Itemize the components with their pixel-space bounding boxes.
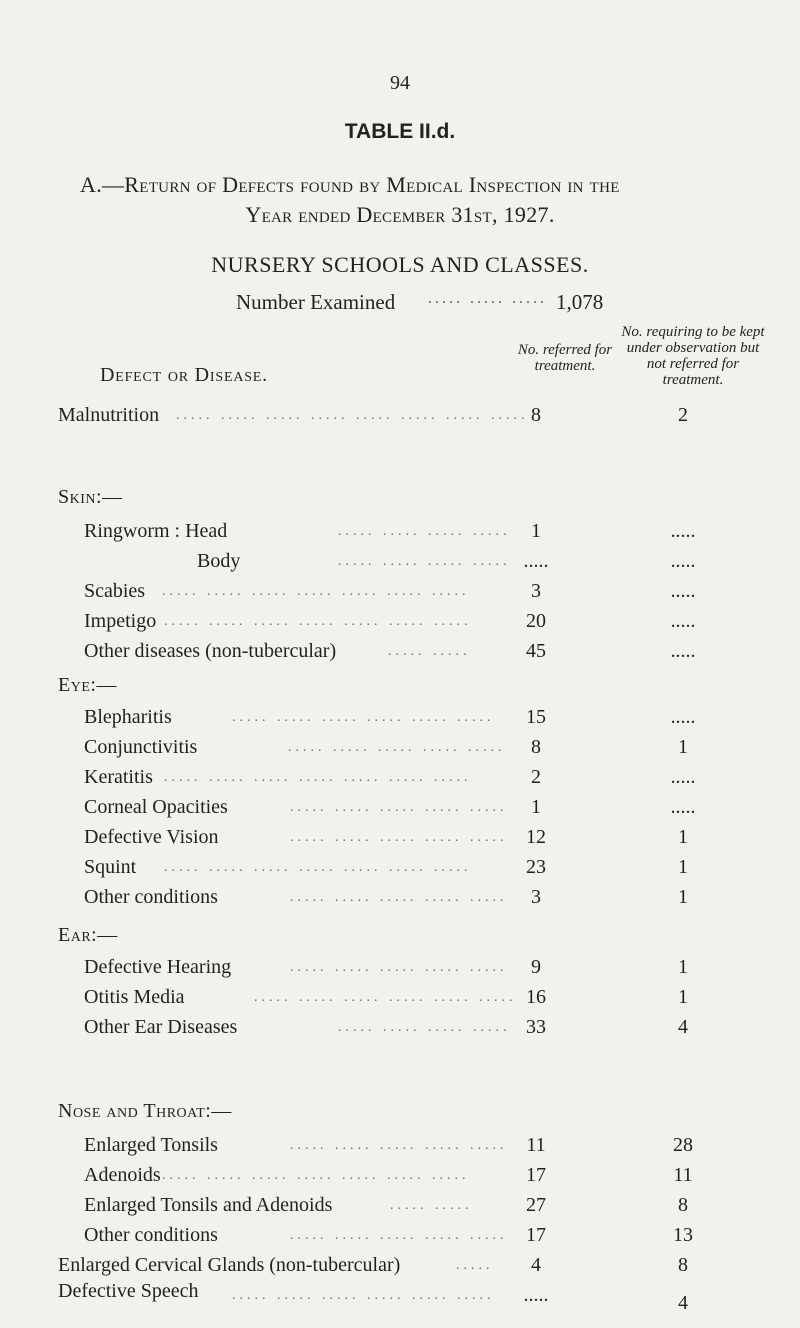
referred-value: 45: [526, 640, 546, 662]
leader-dots: ..... ..... ..... ..... .....: [290, 890, 508, 905]
row-label: Corneal Opacities: [84, 796, 228, 818]
column-header-defect: Defect or Disease.: [100, 364, 268, 386]
row-label: Ringworm : Head: [84, 520, 228, 542]
referred-value: 11: [526, 1134, 546, 1156]
observation-value: 1: [678, 826, 688, 848]
referred-value: 2: [531, 766, 541, 788]
page-number: 94: [390, 72, 410, 94]
row-label: Enlarged Tonsils and Adenoids: [84, 1194, 333, 1216]
row-label: Blepharitis: [84, 706, 172, 728]
referred-value: 15: [526, 706, 546, 728]
referred-value: 17: [526, 1224, 546, 1246]
row-label: Squint: [84, 856, 137, 878]
referred-value: 16: [526, 986, 546, 1008]
examined-value: 1,078: [556, 290, 604, 314]
referred-value: 8: [531, 736, 541, 758]
referred-value: 33: [526, 1016, 546, 1038]
row-label: Keratitis: [84, 766, 153, 788]
leader-dots: ..... ..... ..... ..... .....: [290, 1138, 508, 1153]
referred-value: 17: [526, 1164, 546, 1186]
observation-value: 8: [678, 1194, 688, 1216]
row-label: Enlarged Cervical Glands (non-tubercular): [58, 1254, 401, 1276]
row-label: Defective Hearing: [84, 956, 232, 978]
observation-value: .....: [670, 766, 696, 788]
leader-dots: ..... ..... ..... ..... ..... ..... .....: [162, 584, 470, 599]
observation-value: 13: [673, 1224, 693, 1246]
row-label: Conjunctivitis: [84, 736, 198, 758]
leader-dots: .....: [456, 1258, 494, 1273]
row-label: Defective Speech: [58, 1280, 199, 1302]
section-title-eye: Eye:—: [58, 674, 117, 696]
leader-dots: ..... ..... ..... ..... ..... ..... .....: [162, 1168, 470, 1183]
observation-value: 1: [678, 856, 688, 878]
row-label: Scabies: [84, 580, 146, 602]
observation-value: .....: [670, 610, 696, 632]
referred-value: .....: [523, 550, 549, 572]
observation-value: 2: [678, 404, 688, 426]
referred-value: 23: [526, 856, 546, 878]
observation-value: 11: [673, 1164, 693, 1186]
examined-dots: ..... ..... .....: [428, 290, 547, 307]
leader-dots: ..... ..... ..... ..... .....: [288, 740, 506, 755]
referred-value: 3: [531, 886, 541, 908]
referred-value: 4: [531, 1254, 541, 1276]
row-label: Defective Vision: [84, 826, 219, 848]
leader-dots: ..... ..... ..... ..... .....: [290, 1228, 508, 1243]
leader-dots: ..... ..... ..... ..... ..... ..... ..... .....: [176, 408, 529, 423]
section-title-nose-throat: Nose and Throat:—: [58, 1100, 232, 1122]
leader-dots: ..... ..... ..... .....: [338, 524, 511, 539]
leader-dots: ..... .....: [388, 644, 471, 659]
row-label: Other diseases (non-tubercular): [84, 640, 337, 662]
observation-value: .....: [670, 550, 696, 572]
observation-value: .....: [670, 706, 696, 728]
observation-value: 4: [678, 1292, 688, 1314]
observation-value: .....: [670, 796, 696, 818]
leader-dots: ..... ..... ..... ..... ..... ..... .....: [164, 614, 472, 629]
observation-value: 28: [673, 1134, 693, 1156]
row-label: Impetigo: [84, 610, 157, 632]
leader-dots: ..... ..... ..... ..... ..... ..... .....: [164, 860, 472, 875]
observation-value: 8: [678, 1254, 688, 1276]
observation-value: 1: [678, 986, 688, 1008]
referred-value: 9: [531, 956, 541, 978]
observation-value: .....: [670, 520, 696, 542]
row-label: Malnutrition: [58, 404, 160, 426]
leader-dots: ..... ..... ..... ..... ..... .....: [232, 710, 495, 725]
referred-value: 27: [526, 1194, 546, 1216]
row-label: Other conditions: [84, 1224, 218, 1246]
leader-dots: ..... .....: [390, 1198, 473, 1213]
leader-dots: ..... ..... ..... .....: [338, 554, 511, 569]
leader-dots: ..... ..... ..... ..... ..... ..... .....: [164, 770, 472, 785]
observation-value: .....: [670, 580, 696, 602]
referred-value: 1: [531, 796, 541, 818]
section-title-skin: Skin:—: [58, 486, 123, 508]
section-title-ear: Ear:—: [58, 924, 118, 946]
leader-dots: ..... ..... ..... ..... .....: [290, 960, 508, 975]
referred-value: .....: [523, 1284, 549, 1306]
examined-label: Number Examined: [236, 290, 396, 314]
referred-value: 3: [531, 580, 541, 602]
report-subtitle: NURSERY SCHOOLS AND CLASSES.: [211, 252, 589, 277]
referred-value: 1: [531, 520, 541, 542]
referred-value: 12: [526, 826, 546, 848]
table-title: TABLE II.d.: [344, 120, 456, 143]
leader-dots: ..... ..... ..... ..... .....: [290, 800, 508, 815]
leader-dots: ..... ..... ..... .....: [338, 1020, 511, 1035]
row-label: Other conditions: [84, 886, 218, 908]
observation-value: 1: [678, 956, 688, 978]
row-label: Body: [197, 550, 241, 572]
report-heading-line1: A.—Return of Defects found by Medical Inspection in the: [80, 172, 620, 197]
observation-value: .....: [670, 640, 696, 662]
column-header-referred: No. referred for treatment.: [517, 342, 613, 374]
report-heading-line2: Year ended December 31st, 1927.: [245, 202, 555, 227]
observation-value: 4: [678, 1016, 688, 1038]
observation-value: 1: [678, 736, 688, 758]
leader-dots: ..... ..... ..... ..... .....: [290, 830, 508, 845]
observation-value: 1: [678, 886, 688, 908]
row-label: Other Ear Diseases: [84, 1016, 238, 1038]
leader-dots: ..... ..... ..... ..... ..... .....: [232, 1288, 495, 1303]
row-label: Enlarged Tonsils: [84, 1134, 218, 1156]
leader-dots: ..... ..... ..... ..... ..... .....: [254, 990, 517, 1005]
referred-value: 20: [526, 610, 546, 632]
row-label: Otitis Media: [84, 986, 185, 1008]
referred-value: 8: [531, 404, 541, 426]
row-label: Adenoids: [84, 1164, 161, 1186]
column-header-observation: No. requiring to be kept under observation but not referred for treatment.: [621, 324, 765, 388]
